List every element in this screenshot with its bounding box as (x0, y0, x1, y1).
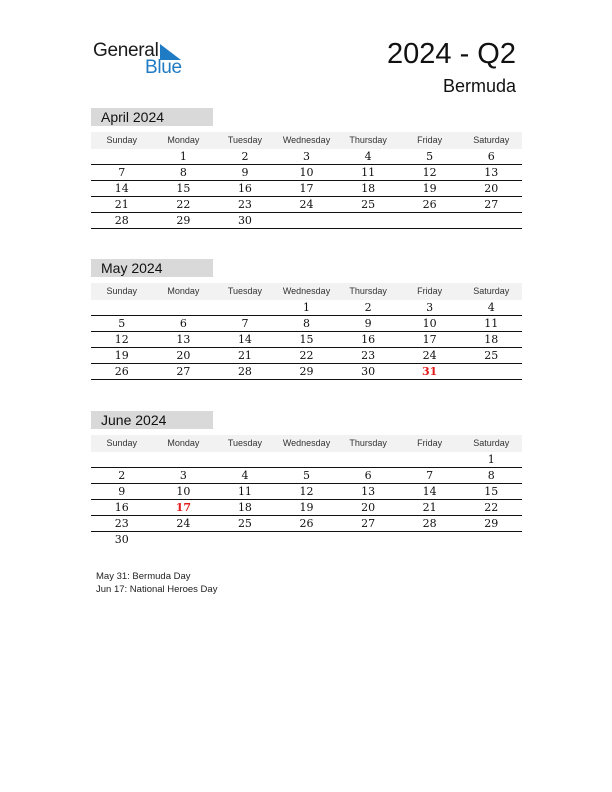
day-cell: 13 (176, 333, 191, 346)
holiday-day-cell: 31 (422, 365, 438, 378)
day-cell: 15 (299, 333, 314, 346)
empty-day-cell (399, 532, 461, 548)
day-cell: 5 (303, 469, 311, 482)
holiday-notes (96, 570, 217, 596)
month-june (91, 411, 522, 548)
day-cell: 23 (114, 517, 129, 530)
weekday-label: Wednesday (282, 135, 331, 145)
day-cell: 7 (426, 469, 434, 482)
week-row (91, 316, 522, 332)
week-row (91, 165, 522, 181)
day-cell: 18 (484, 333, 499, 346)
empty-day-cell (460, 364, 522, 379)
week-row (91, 300, 522, 316)
weekday-label: Sunday (106, 135, 138, 145)
weekday-label: Saturday (473, 135, 510, 145)
day-cell: 7 (118, 166, 126, 179)
week-row (91, 484, 522, 500)
empty-day-cell (337, 213, 399, 228)
week-row (91, 468, 522, 484)
day-cell: 15 (484, 485, 499, 498)
empty-day-cell (91, 452, 153, 467)
day-cell: 12 (299, 485, 314, 498)
weekday-label: Friday (417, 135, 443, 145)
weekday-label: Monday (167, 135, 200, 145)
month-april (91, 108, 522, 229)
day-cell: 30 (237, 214, 252, 227)
weekday-label: Tuesday (227, 286, 263, 296)
day-cell: 30 (114, 533, 129, 546)
day-cell: 11 (237, 485, 252, 498)
empty-day-cell (214, 300, 276, 315)
day-cell: 10 (422, 317, 437, 330)
day-cell: 9 (364, 317, 372, 330)
day-cell: 6 (179, 317, 187, 330)
day-cell: 20 (361, 501, 376, 514)
week-row (91, 452, 522, 468)
day-cell: 20 (484, 182, 499, 195)
day-cell: 14 (114, 182, 129, 195)
day-cell: 21 (114, 198, 129, 211)
day-cell: 22 (299, 349, 314, 362)
weekday-label: Wednesday (282, 286, 331, 296)
day-cell: 8 (487, 469, 495, 482)
day-cell: 19 (422, 182, 437, 195)
day-cell: 12 (422, 166, 437, 179)
day-cell: 25 (484, 349, 499, 362)
week-row (91, 364, 522, 380)
day-cell: 23 (237, 198, 252, 211)
day-cell: 7 (241, 317, 249, 330)
weekday-header-row (91, 132, 522, 149)
week-row (91, 500, 522, 516)
day-cell: 24 (422, 349, 437, 362)
day-cell: 20 (176, 349, 191, 362)
weekday-label: Monday (167, 438, 200, 448)
weekday-label: Thursday (349, 438, 387, 448)
day-cell: 4 (364, 150, 372, 163)
general-blue-logo (93, 40, 193, 80)
day-cell: 27 (484, 198, 499, 211)
day-cell: 24 (176, 517, 191, 530)
month-may (91, 259, 522, 380)
day-cell: 1 (179, 150, 187, 163)
day-cell: 16 (361, 333, 376, 346)
empty-day-cell (91, 149, 153, 164)
day-cell: 5 (426, 150, 434, 163)
day-cell: 13 (484, 166, 499, 179)
weekday-label: Tuesday (227, 438, 263, 448)
day-cell: 26 (422, 198, 437, 211)
empty-day-cell (337, 532, 399, 548)
day-cell: 28 (114, 214, 129, 227)
logo-general-text: General (93, 40, 159, 61)
day-cell: 2 (118, 469, 126, 482)
weekday-label: Wednesday (282, 438, 331, 448)
week-row (91, 181, 522, 197)
day-cell: 8 (303, 317, 311, 330)
day-cell: 3 (179, 469, 187, 482)
day-cell: 2 (364, 301, 372, 314)
day-cell: 26 (299, 517, 314, 530)
week-row (91, 348, 522, 364)
empty-day-cell (276, 452, 338, 467)
month-title: April 2024 (91, 108, 213, 126)
empty-day-cell (276, 213, 338, 228)
day-cell: 26 (114, 365, 129, 378)
weekday-label: Saturday (473, 438, 510, 448)
empty-day-cell (91, 300, 153, 315)
week-row (91, 332, 522, 348)
weekday-label: Saturday (473, 286, 510, 296)
day-cell: 8 (179, 166, 187, 179)
empty-day-cell (460, 532, 522, 548)
day-cell: 15 (176, 182, 191, 195)
empty-day-cell (276, 532, 338, 548)
day-cell: 1 (303, 301, 311, 314)
empty-day-cell (214, 532, 276, 548)
weekday-label: Friday (417, 286, 443, 296)
day-cell: 27 (176, 365, 191, 378)
empty-day-cell (460, 213, 522, 228)
day-cell: 10 (176, 485, 191, 498)
day-cell: 28 (237, 365, 252, 378)
day-cell: 6 (487, 150, 495, 163)
weekday-label: Thursday (349, 286, 387, 296)
day-cell: 22 (176, 198, 191, 211)
day-cell: 16 (237, 182, 252, 195)
day-cell: 18 (361, 182, 376, 195)
week-row (91, 149, 522, 165)
day-cell: 19 (114, 349, 129, 362)
day-cell: 5 (118, 317, 126, 330)
empty-day-cell (399, 213, 461, 228)
page-title: 2024 - Q2 (387, 38, 516, 70)
weekday-label: Sunday (106, 438, 138, 448)
holiday-note: Jun 17: National Heroes Day (96, 584, 218, 595)
weekday-label: Thursday (349, 135, 387, 145)
day-cell: 2 (241, 150, 249, 163)
day-cell: 21 (237, 349, 252, 362)
day-cell: 19 (299, 501, 314, 514)
day-cell: 10 (299, 166, 314, 179)
weekday-header-row (91, 435, 522, 452)
day-cell: 13 (361, 485, 376, 498)
day-cell: 27 (361, 517, 376, 530)
logo-blue-text: Blue (145, 57, 182, 78)
month-title: June 2024 (91, 411, 213, 429)
day-cell: 14 (422, 485, 437, 498)
weekday-label: Monday (167, 286, 200, 296)
day-cell: 30 (361, 365, 376, 378)
holiday-day-cell: 17 (175, 501, 192, 514)
empty-day-cell (153, 532, 215, 548)
day-cell: 9 (118, 485, 126, 498)
day-cell: 18 (237, 501, 252, 514)
day-cell: 12 (114, 333, 129, 346)
day-cell: 22 (484, 501, 499, 514)
day-cell: 9 (241, 166, 249, 179)
day-cell: 29 (484, 517, 499, 530)
day-cell: 16 (114, 501, 129, 514)
week-row (91, 532, 522, 548)
day-cell: 25 (361, 198, 376, 211)
empty-day-cell (337, 452, 399, 467)
week-row (91, 197, 522, 213)
empty-day-cell (153, 452, 215, 467)
week-row (91, 516, 522, 532)
day-cell: 4 (487, 301, 495, 314)
day-cell: 1 (487, 453, 495, 466)
day-cell: 4 (241, 469, 249, 482)
day-cell: 17 (299, 182, 314, 195)
day-cell: 25 (237, 517, 252, 530)
day-cell: 23 (361, 349, 376, 362)
weekday-label: Tuesday (227, 135, 263, 145)
day-cell: 24 (299, 198, 314, 211)
week-row (91, 213, 522, 229)
weekday-label: Friday (417, 438, 443, 448)
day-cell: 3 (426, 301, 434, 314)
day-cell: 29 (299, 365, 314, 378)
day-cell: 29 (176, 214, 191, 227)
weekday-header-row (91, 283, 522, 300)
holiday-note: May 31: Bermuda Day (96, 571, 191, 582)
day-cell: 11 (361, 166, 376, 179)
empty-day-cell (153, 300, 215, 315)
day-cell: 21 (422, 501, 437, 514)
day-cell: 17 (422, 333, 437, 346)
day-cell: 11 (484, 317, 499, 330)
empty-day-cell (214, 452, 276, 467)
country-name: Bermuda (442, 76, 516, 96)
weekday-label: Sunday (106, 286, 138, 296)
empty-day-cell (399, 452, 461, 467)
day-cell: 6 (364, 469, 372, 482)
month-title: May 2024 (91, 259, 213, 277)
day-cell: 14 (237, 333, 252, 346)
day-cell: 3 (303, 150, 311, 163)
day-cell: 28 (422, 517, 437, 530)
